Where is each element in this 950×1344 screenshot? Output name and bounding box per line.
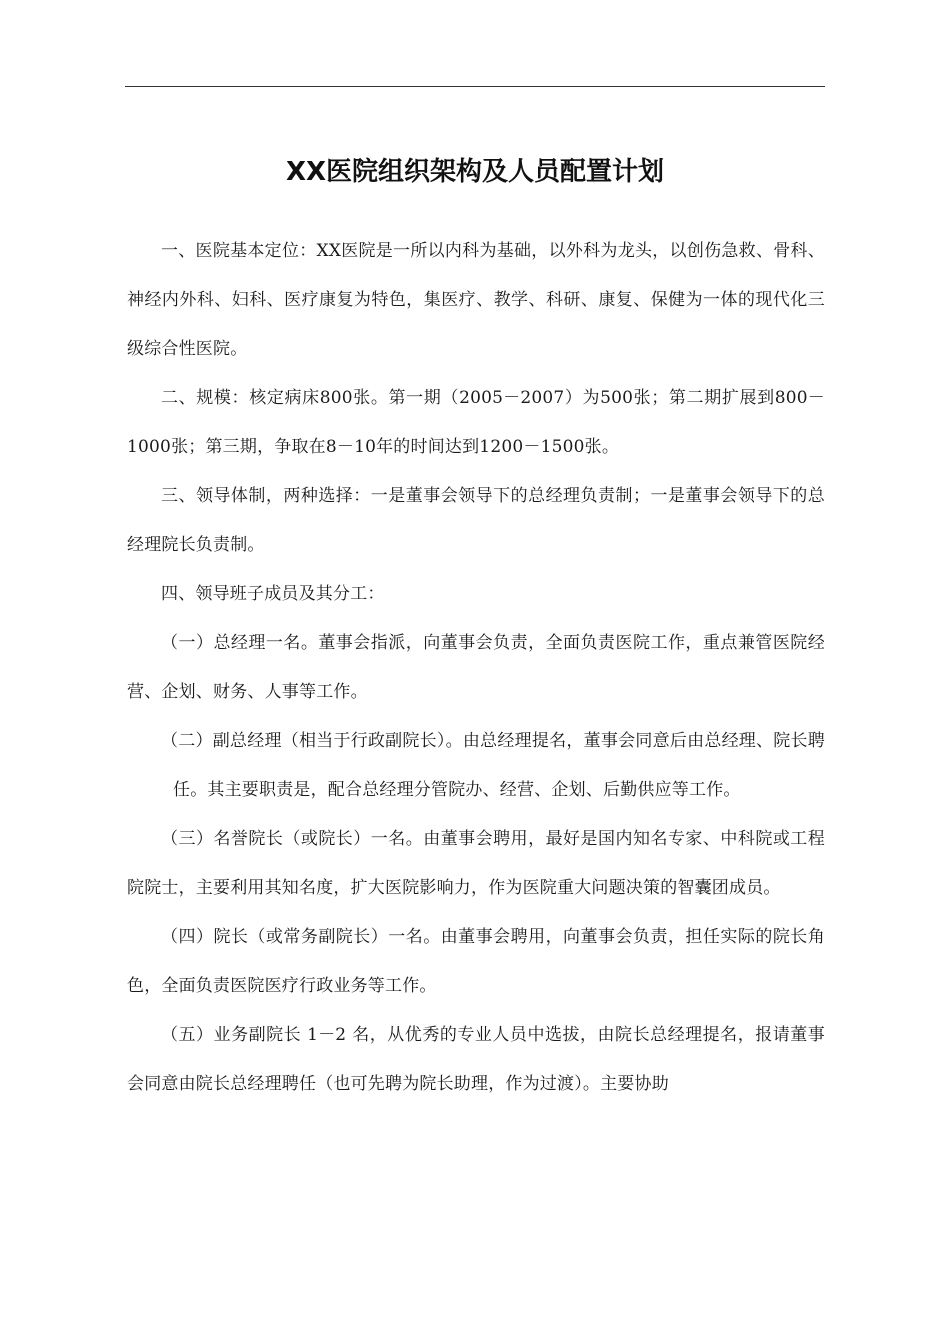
paragraph-positioning: 一、医院基本定位：XX医院是一所以内科为基础，以外科为龙头，以创伤急救、骨科、神经内外科、妇科、医疗康复为特色，集医疗、教学、科研、康复、保健为一体的现代化三级综合性医院。 [127,241,825,359]
paragraph-scale: 二、规模：核定病床800张。第一期（2005－2007）为500张；第二期扩展到800－1000张；第三期，争取在8－10年的时间达到1200－1500张。 [127,388,825,457]
paragraph-deputy-general-manager: （二）副总经理（相当于行政副院长）。由总经理提名，董事会同意后由总经理、院长聘任。其主要职责是，配合总经理分管院办、经营、企划、后勤供应等工作。 [161,731,825,800]
paragraph-general-manager: （一）总经理一名。董事会指派，向董事会负责，全面负责医院工作，重点兼管医院经营、企划、财务、人事等工作。 [127,633,825,702]
document-body [127,227,825,1109]
document-title: XX医院组织架构及人员配置计划 [285,157,665,187]
paragraph-president: （四）院长（或常务副院长）一名。由董事会聘用，向董事会负责，担任实际的院长角色，全面负责医院医疗行政业务等工作。 [127,927,825,996]
paragraph-leadership-members: 四、领导班子成员及其分工： [161,584,385,604]
paragraph-leadership-system: 三、领导体制，两种选择：一是董事会领导下的总经理负责制；一是董事会领导下的总经理院长负责制。 [127,486,825,555]
header-rule [125,86,825,87]
paragraph-honorary-president: （三）名誉院长（或院长）一名。由董事会聘用，最好是国内知名专家、中科院或工程院院士，主要利用其知名度，扩大医院影响力，作为医院重大问题决策的智囊团成员。 [127,829,825,898]
paragraph-vice-president: （五）业务副院长 1－2 名，从优秀的专业人员中选拔，由院长总经理提名，报请董事会同意由院长总经理聘任（也可先聘为院长助理，作为过渡）。主要协助 [127,1025,825,1094]
